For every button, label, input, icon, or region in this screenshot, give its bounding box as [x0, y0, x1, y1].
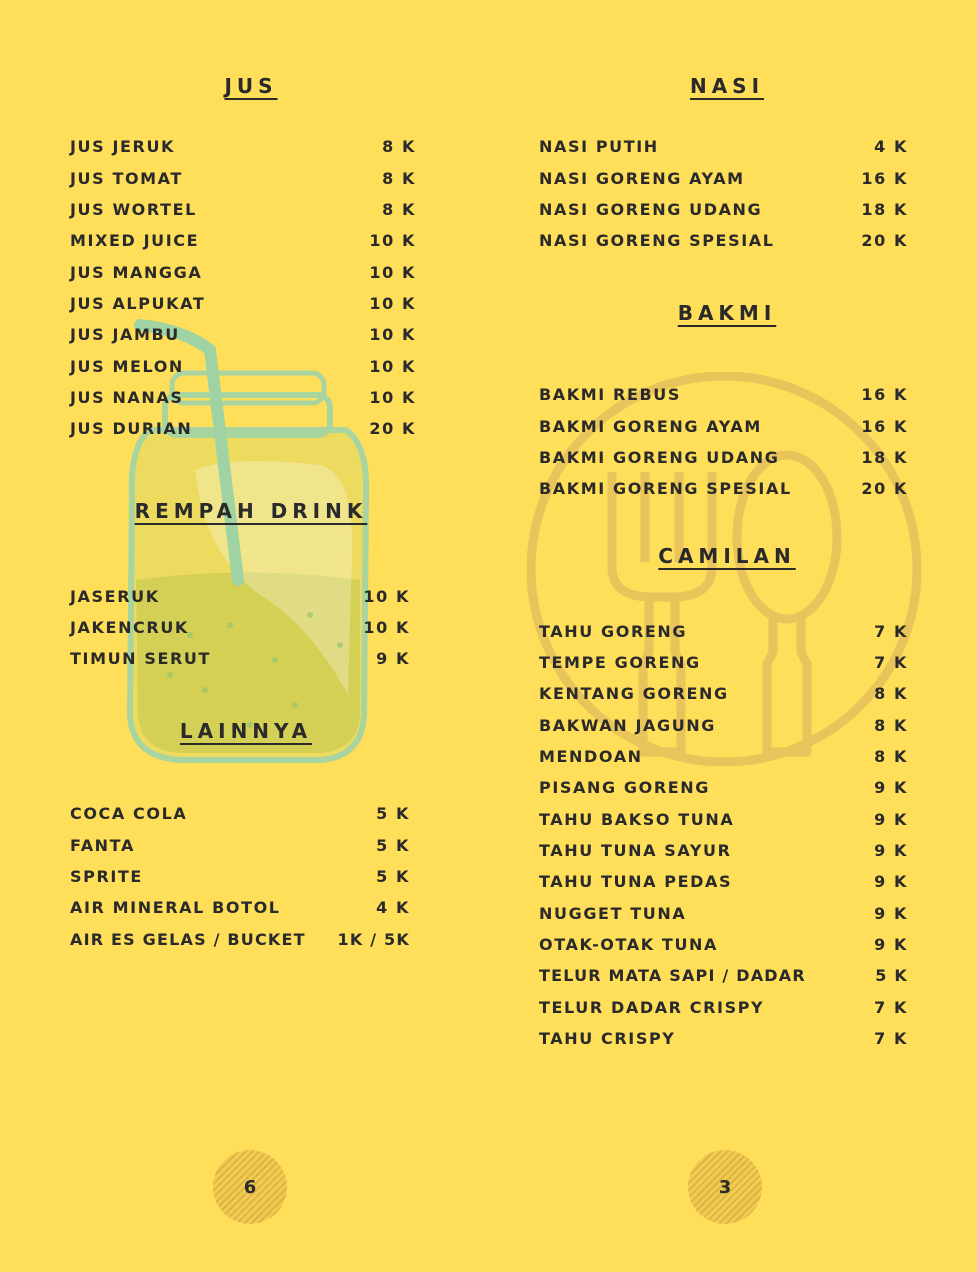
item-price: 9 K — [874, 934, 908, 954]
item-name: TIMUN SERUT — [70, 648, 212, 668]
item-price: 9 K — [874, 903, 908, 923]
menu-item — [539, 650, 908, 674]
page-number-badge — [213, 1150, 287, 1224]
item-name: BAKMI GORENG AYAM — [539, 416, 762, 436]
item-name: FANTA — [70, 835, 135, 855]
item-name: JAKENCRUK — [70, 617, 189, 637]
item-name: TAHU BAKSO TUNA — [539, 809, 735, 829]
section-title-jus: JUS — [224, 74, 278, 98]
section-title-nasi: NASI — [689, 74, 765, 98]
item-name: COCA COLA — [70, 803, 188, 823]
item-name: TAHU TUNA PEDAS — [539, 871, 733, 891]
menu-item — [539, 476, 908, 500]
menu-item — [70, 354, 416, 378]
page-number: 3 — [718, 1176, 732, 1198]
menu-item — [70, 134, 416, 158]
page-number: 6 — [243, 1176, 257, 1198]
menu-item — [539, 197, 908, 221]
item-price: 9 K — [874, 871, 908, 891]
item-price: 9 K — [874, 777, 908, 797]
menu-item — [539, 414, 908, 438]
menu-item — [539, 619, 908, 643]
item-price: 18 K — [861, 199, 908, 219]
item-price: 8 K — [382, 199, 416, 219]
menu-item — [70, 615, 410, 639]
item-name: JUS MELON — [70, 356, 184, 376]
item-price: 16 K — [861, 384, 908, 404]
menu-item — [70, 584, 410, 608]
item-name: JASERUK — [70, 586, 160, 606]
item-name: JUS JERUK — [70, 136, 176, 156]
section-title-bakmi: BAKMI — [677, 301, 777, 325]
item-name: NASI GORENG AYAM — [539, 168, 745, 188]
menu-item — [70, 801, 410, 825]
item-name: JUS DURIAN — [70, 418, 193, 438]
item-price: 10 K — [369, 387, 416, 407]
item-name: TAHU CRISPY — [539, 1028, 676, 1048]
menu-item — [70, 864, 410, 888]
item-price: 9 K — [874, 809, 908, 829]
section-title-camilan: CAMILAN — [658, 544, 796, 568]
item-price: 10 K — [363, 586, 410, 606]
item-name: JUS ALPUKAT — [70, 293, 206, 313]
item-name: AIR MINERAL BOTOL — [70, 897, 281, 917]
item-name: KENTANG GORENG — [539, 683, 729, 703]
menu-item — [539, 1026, 908, 1050]
item-name: PISANG GORENG — [539, 777, 710, 797]
item-name: NUGGET TUNA — [539, 903, 687, 923]
menu-item — [70, 416, 416, 440]
item-name: OTAK-OTAK TUNA — [539, 934, 719, 954]
item-name: NASI GORENG SPESIAL — [539, 230, 775, 250]
item-price: 10 K — [369, 262, 416, 282]
item-name: NASI GORENG UDANG — [539, 199, 763, 219]
item-price: 8 K — [874, 715, 908, 735]
menu-item — [539, 963, 908, 987]
menu-item — [539, 713, 908, 737]
menu-item — [539, 228, 908, 252]
item-name: MIXED JUICE — [70, 230, 200, 250]
item-name: JUS TOMAT — [70, 168, 183, 188]
menu-item — [70, 291, 416, 315]
item-price: 16 K — [861, 416, 908, 436]
item-price: 5 K — [875, 965, 908, 985]
item-name: SPRITE — [70, 866, 143, 886]
menu-item — [539, 932, 908, 956]
item-price: 5 K — [376, 803, 410, 823]
item-price: 16 K — [861, 168, 908, 188]
item-price: 5 K — [376, 835, 410, 855]
menu-item — [539, 681, 908, 705]
item-name: TELUR DADAR CRISPY — [539, 997, 765, 1017]
menu-item — [539, 775, 908, 799]
item-name: JUS JAMBU — [70, 324, 180, 344]
item-price: 7 K — [874, 997, 908, 1017]
item-price: 20 K — [861, 478, 908, 498]
menu-item — [70, 197, 416, 221]
item-price: 7 K — [874, 652, 908, 672]
item-name: BAKMI REBUS — [539, 384, 681, 404]
menu-item — [70, 646, 410, 670]
item-price: 5 K — [376, 866, 410, 886]
menu-item — [70, 895, 410, 919]
item-price: 8 K — [382, 168, 416, 188]
item-price: 7 K — [874, 621, 908, 641]
item-name: BAKWAN JAGUNG — [539, 715, 717, 735]
item-price: 1K / 5K — [337, 929, 410, 949]
item-name: TAHU GORENG — [539, 621, 688, 641]
page-number-badge — [688, 1150, 762, 1224]
menu-item — [539, 869, 908, 893]
item-price: 8 K — [382, 136, 416, 156]
menu-item — [539, 445, 908, 469]
item-price: 10 K — [369, 293, 416, 313]
menu-item — [539, 807, 908, 831]
item-price: 9 K — [874, 840, 908, 860]
menu-item — [70, 322, 416, 346]
menu-item — [539, 166, 908, 190]
item-price: 10 K — [369, 324, 416, 344]
item-price: 10 K — [363, 617, 410, 637]
item-name: BAKMI GORENG SPESIAL — [539, 478, 792, 498]
item-price: 20 K — [861, 230, 908, 250]
section-title-lainnya: LAINNYA — [179, 719, 313, 743]
item-price: 8 K — [874, 683, 908, 703]
item-name: JUS NANAS — [70, 387, 184, 407]
menu-item — [70, 228, 416, 252]
menu-item — [70, 927, 410, 951]
item-price: 9 K — [376, 648, 410, 668]
menu-item — [539, 901, 908, 925]
section-title-rempah-drink: REMPAH DRINK — [134, 499, 368, 523]
item-price: 10 K — [369, 230, 416, 250]
item-price: 10 K — [369, 356, 416, 376]
item-price: 8 K — [874, 746, 908, 766]
menu-item — [539, 838, 908, 862]
item-name: JUS WORTEL — [70, 199, 197, 219]
item-price: 20 K — [369, 418, 416, 438]
menu-item — [539, 995, 908, 1019]
item-name: TEMPE GORENG — [539, 652, 701, 672]
menu-item — [539, 134, 908, 158]
menu-item — [70, 385, 416, 409]
item-name: TELUR MATA SAPI / DADAR — [539, 965, 806, 985]
menu-item — [70, 260, 416, 284]
item-price: 18 K — [861, 447, 908, 467]
menu-item — [539, 382, 908, 406]
menu-item — [539, 744, 908, 768]
menu-item — [70, 833, 410, 857]
item-name: TAHU TUNA SAYUR — [539, 840, 732, 860]
item-price: 7 K — [874, 1028, 908, 1048]
menu-item — [70, 166, 416, 190]
item-name: NASI PUTIH — [539, 136, 659, 156]
item-name: JUS MANGGA — [70, 262, 203, 282]
item-name: MENDOAN — [539, 746, 643, 766]
item-price: 4 K — [874, 136, 908, 156]
item-name: AIR ES GELAS / BUCKET — [70, 929, 306, 949]
item-name: BAKMI GORENG UDANG — [539, 447, 780, 467]
item-price: 4 K — [376, 897, 410, 917]
